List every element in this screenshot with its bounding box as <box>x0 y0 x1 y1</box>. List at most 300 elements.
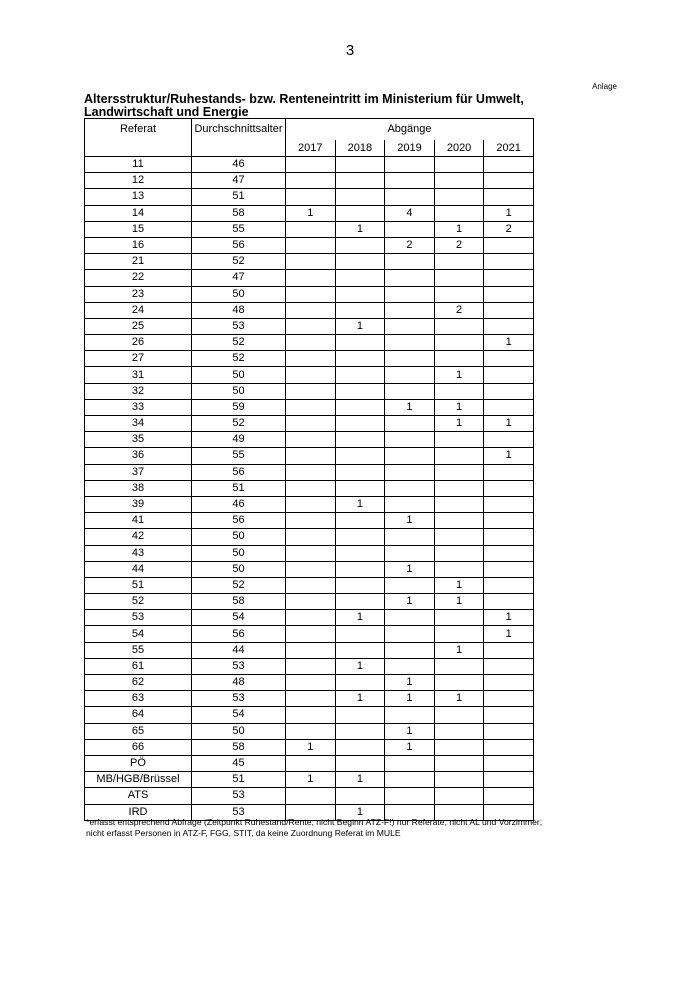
cell-average-age: 53 <box>192 691 286 707</box>
table-row <box>85 157 534 173</box>
cell-2020: 1 <box>434 221 484 237</box>
header-average-age: Durchschnittsalter <box>192 119 286 141</box>
cell-2021 <box>484 788 534 804</box>
cell-referat: 66 <box>85 739 192 755</box>
cell-2018 <box>335 173 385 189</box>
cell-referat: 39 <box>85 496 192 512</box>
cell-2019 <box>385 367 435 383</box>
cell-2019 <box>385 432 435 448</box>
cell-2017 <box>286 383 336 399</box>
table-row <box>85 626 534 642</box>
cell-referat: 27 <box>85 351 192 367</box>
header-blank-age <box>192 140 286 157</box>
cell-2021 <box>484 189 534 205</box>
cell-average-age: 51 <box>192 189 286 205</box>
document-title: Altersstruktur/Ruhestands- bzw. Renteneintritt im Ministerium für Umwelt, Landwirtschaft und Energie <box>84 92 524 119</box>
cell-2019 <box>385 302 435 318</box>
cell-average-age: 46 <box>192 496 286 512</box>
cell-referat: 62 <box>85 675 192 691</box>
cell-2018 <box>335 594 385 610</box>
cell-2020 <box>434 707 484 723</box>
table-row <box>85 755 534 771</box>
cell-2018 <box>335 237 385 253</box>
cell-referat: 11 <box>85 157 192 173</box>
cell-2018 <box>335 270 385 286</box>
table-row <box>85 351 534 367</box>
cell-2018 <box>335 626 385 642</box>
cell-referat: 42 <box>85 529 192 545</box>
cell-average-age: 50 <box>192 723 286 739</box>
cell-2018 <box>335 529 385 545</box>
cell-2018: 1 <box>335 496 385 512</box>
cell-referat: 63 <box>85 691 192 707</box>
cell-2019 <box>385 448 435 464</box>
cell-2021 <box>484 399 534 415</box>
cell-2017 <box>286 675 336 691</box>
cell-2017 <box>286 545 336 561</box>
header-year: 2021 <box>484 140 534 157</box>
table-row <box>85 464 534 480</box>
cell-2020 <box>434 189 484 205</box>
cell-2020 <box>434 464 484 480</box>
cell-2020 <box>434 432 484 448</box>
cell-2018 <box>335 788 385 804</box>
table-row <box>85 658 534 674</box>
cell-referat: 52 <box>85 594 192 610</box>
cell-2020 <box>434 480 484 496</box>
cell-2017 <box>286 658 336 674</box>
cell-average-age: 50 <box>192 545 286 561</box>
cell-2017 <box>286 642 336 658</box>
cell-referat: 34 <box>85 416 192 432</box>
cell-2017 <box>286 221 336 237</box>
cell-2021 <box>484 755 534 771</box>
cell-2018 <box>335 254 385 270</box>
cell-average-age: 56 <box>192 513 286 529</box>
cell-2020 <box>434 254 484 270</box>
cell-2018 <box>335 755 385 771</box>
cell-2018 <box>335 513 385 529</box>
cell-referat: 36 <box>85 448 192 464</box>
cell-2019 <box>385 626 435 642</box>
cell-average-age: 56 <box>192 464 286 480</box>
cell-2020 <box>434 610 484 626</box>
cell-2021 <box>484 772 534 788</box>
cell-2021 <box>484 286 534 302</box>
cell-2020 <box>434 173 484 189</box>
cell-2021 <box>484 480 534 496</box>
cell-2020 <box>434 286 484 302</box>
table-row <box>85 723 534 739</box>
cell-2019 <box>385 221 435 237</box>
cell-2019 <box>385 658 435 674</box>
cell-2020 <box>434 205 484 221</box>
cell-2020 <box>434 270 484 286</box>
cell-2021 <box>484 739 534 755</box>
cell-2020 <box>434 561 484 577</box>
header-year: 2018 <box>335 140 385 157</box>
cell-2017 <box>286 755 336 771</box>
cell-2021: 1 <box>484 205 534 221</box>
cell-referat: 32 <box>85 383 192 399</box>
cell-2021 <box>484 594 534 610</box>
cell-2019: 1 <box>385 691 435 707</box>
cell-2018 <box>335 545 385 561</box>
cell-2017 <box>286 594 336 610</box>
cell-2020: 1 <box>434 367 484 383</box>
cell-referat: 65 <box>85 723 192 739</box>
cell-2017 <box>286 254 336 270</box>
cell-referat: 53 <box>85 610 192 626</box>
cell-2019 <box>385 173 435 189</box>
cell-referat: 26 <box>85 335 192 351</box>
cell-2021 <box>484 432 534 448</box>
cell-average-age: 52 <box>192 335 286 351</box>
cell-referat: 12 <box>85 173 192 189</box>
cell-2018: 1 <box>335 658 385 674</box>
cell-2021 <box>484 318 534 334</box>
cell-2021 <box>484 173 534 189</box>
cell-average-age: 58 <box>192 205 286 221</box>
cell-referat: 41 <box>85 513 192 529</box>
cell-2017 <box>286 480 336 496</box>
cell-2018: 1 <box>335 610 385 626</box>
cell-2020: 2 <box>434 302 484 318</box>
cell-2017 <box>286 157 336 173</box>
table-row <box>85 788 534 804</box>
cell-referat: 44 <box>85 561 192 577</box>
table-header-row <box>85 119 534 141</box>
cell-2018 <box>335 707 385 723</box>
cell-average-age: 55 <box>192 448 286 464</box>
cell-2019 <box>385 772 435 788</box>
cell-2019: 4 <box>385 205 435 221</box>
table-row <box>85 237 534 253</box>
cell-2017: 1 <box>286 739 336 755</box>
table-row <box>85 594 534 610</box>
table-year-row <box>85 140 534 157</box>
cell-referat: ATS <box>85 788 192 804</box>
table-row <box>85 707 534 723</box>
header-year: 2017 <box>286 140 336 157</box>
cell-referat: MB/HGB/Brüssel <box>85 772 192 788</box>
cell-average-age: 48 <box>192 675 286 691</box>
cell-2020 <box>434 448 484 464</box>
cell-2020: 1 <box>434 577 484 593</box>
cell-2019 <box>385 464 435 480</box>
cell-2019 <box>385 610 435 626</box>
cell-2020: 1 <box>434 594 484 610</box>
cell-average-age: 56 <box>192 626 286 642</box>
cell-2017 <box>286 173 336 189</box>
cell-average-age: 53 <box>192 804 286 820</box>
cell-2017 <box>286 318 336 334</box>
cell-2017 <box>286 448 336 464</box>
cell-average-age: 53 <box>192 788 286 804</box>
cell-2017 <box>286 723 336 739</box>
cell-2020 <box>434 335 484 351</box>
cell-2018 <box>335 416 385 432</box>
cell-average-age: 45 <box>192 755 286 771</box>
table-row <box>85 383 534 399</box>
cell-average-age: 50 <box>192 529 286 545</box>
cell-2021 <box>484 464 534 480</box>
footnote: *erfasst entsprechend Abfrage (Zeitpunkt Ruhestand/Rente, nicht Beginn ATZ-F!) nur Referate, nicht AL und Vorzimmer; nicht erfasst Personen in ATZ-F, FGG, STIT, da keine Zuordnung Referat im MULE <box>86 817 543 838</box>
attachment-label: Anlage <box>592 82 617 91</box>
cell-2021 <box>484 691 534 707</box>
cell-average-age: 58 <box>192 594 286 610</box>
header-year: 2020 <box>434 140 484 157</box>
cell-2020 <box>434 157 484 173</box>
cell-average-age: 52 <box>192 577 286 593</box>
cell-2018 <box>335 561 385 577</box>
cell-2020 <box>434 739 484 755</box>
cell-2018 <box>335 739 385 755</box>
cell-2019 <box>385 577 435 593</box>
cell-average-age: 50 <box>192 286 286 302</box>
cell-2020: 2 <box>434 237 484 253</box>
cell-2020: 1 <box>434 691 484 707</box>
cell-2017 <box>286 237 336 253</box>
cell-2018 <box>335 157 385 173</box>
cell-referat: 21 <box>85 254 192 270</box>
table-row <box>85 513 534 529</box>
cell-average-age: 52 <box>192 416 286 432</box>
cell-2019: 1 <box>385 561 435 577</box>
cell-2021 <box>484 545 534 561</box>
cell-2020: 1 <box>434 642 484 658</box>
cell-average-age: 50 <box>192 367 286 383</box>
cell-referat: 22 <box>85 270 192 286</box>
cell-2018 <box>335 286 385 302</box>
cell-2021 <box>484 496 534 512</box>
cell-2018 <box>335 383 385 399</box>
cell-average-age: 54 <box>192 610 286 626</box>
cell-2018 <box>335 399 385 415</box>
cell-2017 <box>286 496 336 512</box>
cell-2018 <box>335 464 385 480</box>
table-row <box>85 432 534 448</box>
cell-2017 <box>286 189 336 205</box>
cell-2017 <box>286 513 336 529</box>
cell-2018 <box>335 448 385 464</box>
cell-referat: 35 <box>85 432 192 448</box>
table-row <box>85 270 534 286</box>
cell-2021 <box>484 351 534 367</box>
table-row <box>85 416 534 432</box>
cell-2019 <box>385 529 435 545</box>
cell-average-age: 54 <box>192 707 286 723</box>
cell-2021 <box>484 513 534 529</box>
cell-average-age: 51 <box>192 480 286 496</box>
cell-2017: 1 <box>286 772 336 788</box>
cell-average-age: 52 <box>192 254 286 270</box>
cell-referat: 38 <box>85 480 192 496</box>
cell-referat: PÖ <box>85 755 192 771</box>
table-row <box>85 173 534 189</box>
cell-average-age: 55 <box>192 221 286 237</box>
cell-average-age: 50 <box>192 561 286 577</box>
cell-2020 <box>434 351 484 367</box>
cell-average-age: 58 <box>192 739 286 755</box>
cell-2019 <box>385 335 435 351</box>
cell-2017 <box>286 626 336 642</box>
cell-2019 <box>385 707 435 723</box>
cell-2017 <box>286 691 336 707</box>
cell-2018 <box>335 642 385 658</box>
cell-referat: IRD <box>85 804 192 820</box>
cell-2020 <box>434 318 484 334</box>
cell-2020 <box>434 675 484 691</box>
cell-2021: 1 <box>484 448 534 464</box>
cell-2020 <box>434 788 484 804</box>
header-departures: Abgänge <box>286 119 534 141</box>
cell-2021: 1 <box>484 335 534 351</box>
table-row <box>85 367 534 383</box>
table-row <box>85 480 534 496</box>
table-row <box>85 448 534 464</box>
cell-2019 <box>385 189 435 205</box>
cell-2019 <box>385 286 435 302</box>
cell-2020 <box>434 496 484 512</box>
cell-2021 <box>484 367 534 383</box>
cell-2018: 1 <box>335 318 385 334</box>
table-row <box>85 221 534 237</box>
cell-2021: 2 <box>484 221 534 237</box>
cell-2018 <box>335 480 385 496</box>
cell-2017 <box>286 302 336 318</box>
cell-2017 <box>286 529 336 545</box>
cell-2018 <box>335 335 385 351</box>
cell-2020 <box>434 513 484 529</box>
cell-2018 <box>335 432 385 448</box>
cell-2021 <box>484 270 534 286</box>
cell-2020 <box>434 626 484 642</box>
cell-2020 <box>434 383 484 399</box>
cell-2021 <box>484 577 534 593</box>
cell-referat: 25 <box>85 318 192 334</box>
cell-2017 <box>286 464 336 480</box>
cell-referat: 37 <box>85 464 192 480</box>
header-referat: Referat <box>85 119 192 141</box>
cell-2019 <box>385 755 435 771</box>
cell-2019: 1 <box>385 399 435 415</box>
cell-2018 <box>335 205 385 221</box>
cell-2018 <box>335 302 385 318</box>
cell-referat: 54 <box>85 626 192 642</box>
cell-2017 <box>286 270 336 286</box>
cell-average-age: 51 <box>192 772 286 788</box>
cell-2020 <box>434 658 484 674</box>
cell-average-age: 53 <box>192 318 286 334</box>
cell-average-age: 53 <box>192 658 286 674</box>
cell-2019 <box>385 270 435 286</box>
cell-2017 <box>286 351 336 367</box>
table-row <box>85 529 534 545</box>
cell-2017 <box>286 610 336 626</box>
cell-2019: 1 <box>385 513 435 529</box>
cell-2019 <box>385 383 435 399</box>
cell-2017: 1 <box>286 205 336 221</box>
cell-average-age: 47 <box>192 270 286 286</box>
table-row <box>85 189 534 205</box>
cell-average-age: 56 <box>192 237 286 253</box>
cell-average-age: 47 <box>192 173 286 189</box>
cell-2019 <box>385 545 435 561</box>
cell-2019 <box>385 254 435 270</box>
cell-referat: 24 <box>85 302 192 318</box>
cell-2021 <box>484 561 534 577</box>
cell-referat: 23 <box>85 286 192 302</box>
page-number: 3 <box>345 42 355 59</box>
cell-2017 <box>286 577 336 593</box>
cell-average-age: 44 <box>192 642 286 658</box>
cell-referat: 14 <box>85 205 192 221</box>
cell-2021 <box>484 642 534 658</box>
table-row <box>85 254 534 270</box>
header-year: 2019 <box>385 140 435 157</box>
cell-2018: 1 <box>335 221 385 237</box>
cell-2017 <box>286 335 336 351</box>
cell-2019: 2 <box>385 237 435 253</box>
cell-2021 <box>484 302 534 318</box>
cell-referat: 13 <box>85 189 192 205</box>
cell-2019 <box>385 416 435 432</box>
cell-referat: 51 <box>85 577 192 593</box>
cell-2017 <box>286 788 336 804</box>
cell-average-age: 49 <box>192 432 286 448</box>
cell-2021: 1 <box>484 626 534 642</box>
cell-average-age: 48 <box>192 302 286 318</box>
table-row <box>85 302 534 318</box>
cell-2018: 1 <box>335 691 385 707</box>
table-row <box>85 577 534 593</box>
cell-2021 <box>484 529 534 545</box>
cell-referat: 16 <box>85 237 192 253</box>
table-row <box>85 561 534 577</box>
cell-referat: 15 <box>85 221 192 237</box>
cell-2018 <box>335 577 385 593</box>
table-row <box>85 739 534 755</box>
retirement-table <box>84 118 534 821</box>
table-row <box>85 772 534 788</box>
cell-2019: 1 <box>385 723 435 739</box>
cell-2019 <box>385 642 435 658</box>
cell-2017 <box>286 416 336 432</box>
cell-2019 <box>385 351 435 367</box>
table-row <box>85 399 534 415</box>
cell-2021 <box>484 157 534 173</box>
cell-average-age: 50 <box>192 383 286 399</box>
table-row <box>85 335 534 351</box>
cell-2021 <box>484 707 534 723</box>
cell-2020 <box>434 755 484 771</box>
cell-2017 <box>286 367 336 383</box>
cell-2018 <box>335 367 385 383</box>
cell-2020: 1 <box>434 399 484 415</box>
table-row <box>85 545 534 561</box>
cell-2020 <box>434 723 484 739</box>
cell-2021 <box>484 658 534 674</box>
cell-2019 <box>385 496 435 512</box>
cell-2017 <box>286 286 336 302</box>
header-blank-referat <box>85 140 192 157</box>
cell-2018 <box>335 351 385 367</box>
cell-2019 <box>385 788 435 804</box>
cell-2018 <box>335 723 385 739</box>
cell-2021 <box>484 723 534 739</box>
cell-2019: 1 <box>385 739 435 755</box>
